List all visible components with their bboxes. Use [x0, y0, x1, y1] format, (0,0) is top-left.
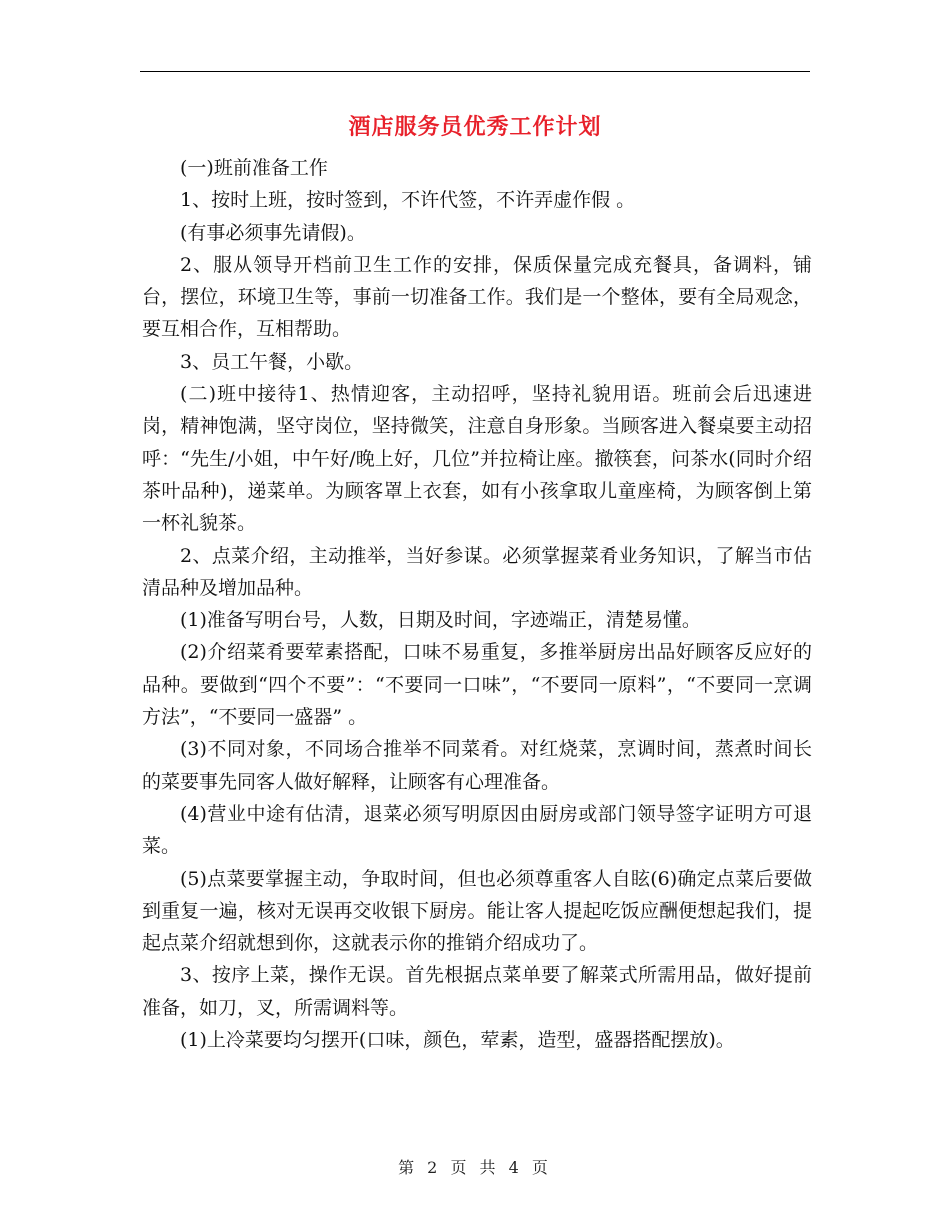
paragraph-14: (1)上冷菜要均匀摆开(口味，颜色，荤素，造型，盛器搭配摆放)。	[180, 1029, 735, 1052]
paragraph-12: (5)点菜要掌握主动，争取时间，但也必须尊重客人自眩(6)确定点菜后要做到重复一遍，核对无误再交收银下厨房。能让客人提起吃饭应酬便想起我们，提起点菜介绍就想到你，这就表示你的推销介绍成功了。	[142, 867, 812, 955]
paragraph-2: 1、按时上班，按时签到，不许代签，不许弄虚作假 。	[180, 189, 636, 212]
page-number-footer: 第 2 页 共 4 页	[398, 1158, 552, 1177]
paragraph-13: 3、按序上菜，操作无误。首先根据点菜单要了解菜式所需用品，做好提前准备，如刀，叉，所需调料等。	[142, 964, 812, 1019]
paragraph-4: 2、服从领导开档前卫生工作的安排，保质保量完成充餐具，备调料，铺台，摆位，环境卫生等，事前一切准备工作。我们是一个整体，要有全局观念，要互相合作，互相帮助。	[142, 253, 812, 341]
paragraph-11: (4)营业中途有估清，退菜必须写明原因由厨房或部门领导签字证明方可退菜。	[142, 802, 812, 858]
paragraph-10: (3)不同对象，不同场合推举不同菜肴。对红烧菜，烹调时间，蒸煮时间长的菜要事先同客人做好解释，让顾客有心理准备。	[142, 738, 812, 793]
paragraph-7: 2、点菜介绍，主动推举，当好参谋。必须掌握菜肴业务知识，了解当市估清品种及增加品种。	[142, 544, 812, 599]
paragraph-9: (2)介绍菜肴要荤素搭配，口味不易重复，多推举厨房出品好顾客反应好的品种。要做到“四个不要”：“不要同一口味”，“不要同一原料”，“不要同一烹调方法”，“不要同一盛器” 。	[142, 641, 812, 729]
header-rule	[140, 71, 810, 72]
paragraph-5: 3、员工午餐，小歇。	[180, 350, 364, 373]
document-body	[142, 152, 812, 1056]
paragraph-1: (一)班前准备工作	[180, 157, 328, 179]
paragraph-8: (1)准备写明台号，人数，日期及时间，字迹端正，清楚易懂。	[180, 609, 701, 632]
document-title: 酒店服务员优秀工作计划	[348, 114, 602, 140]
paragraph-6: (二)班中接待1、热情迎客，主动招呼，坚持礼貌用语。班前会后迅速进岗，精神饱满，坚守岗位，坚持微笑，注意自身形象。当顾客进入餐桌要主动招呼：“先生/小姐，中午好/晚上好，几位”并拉椅让座。撤筷套，问茶水(同时介绍茶叶品种)，递菜单。为顾客罩上衣套，如有小孩拿取儿童座椅，为顾客倒上第一杯礼貌茶。	[142, 383, 812, 535]
paragraph-3: (有事必须事先请假)。	[180, 221, 366, 244]
